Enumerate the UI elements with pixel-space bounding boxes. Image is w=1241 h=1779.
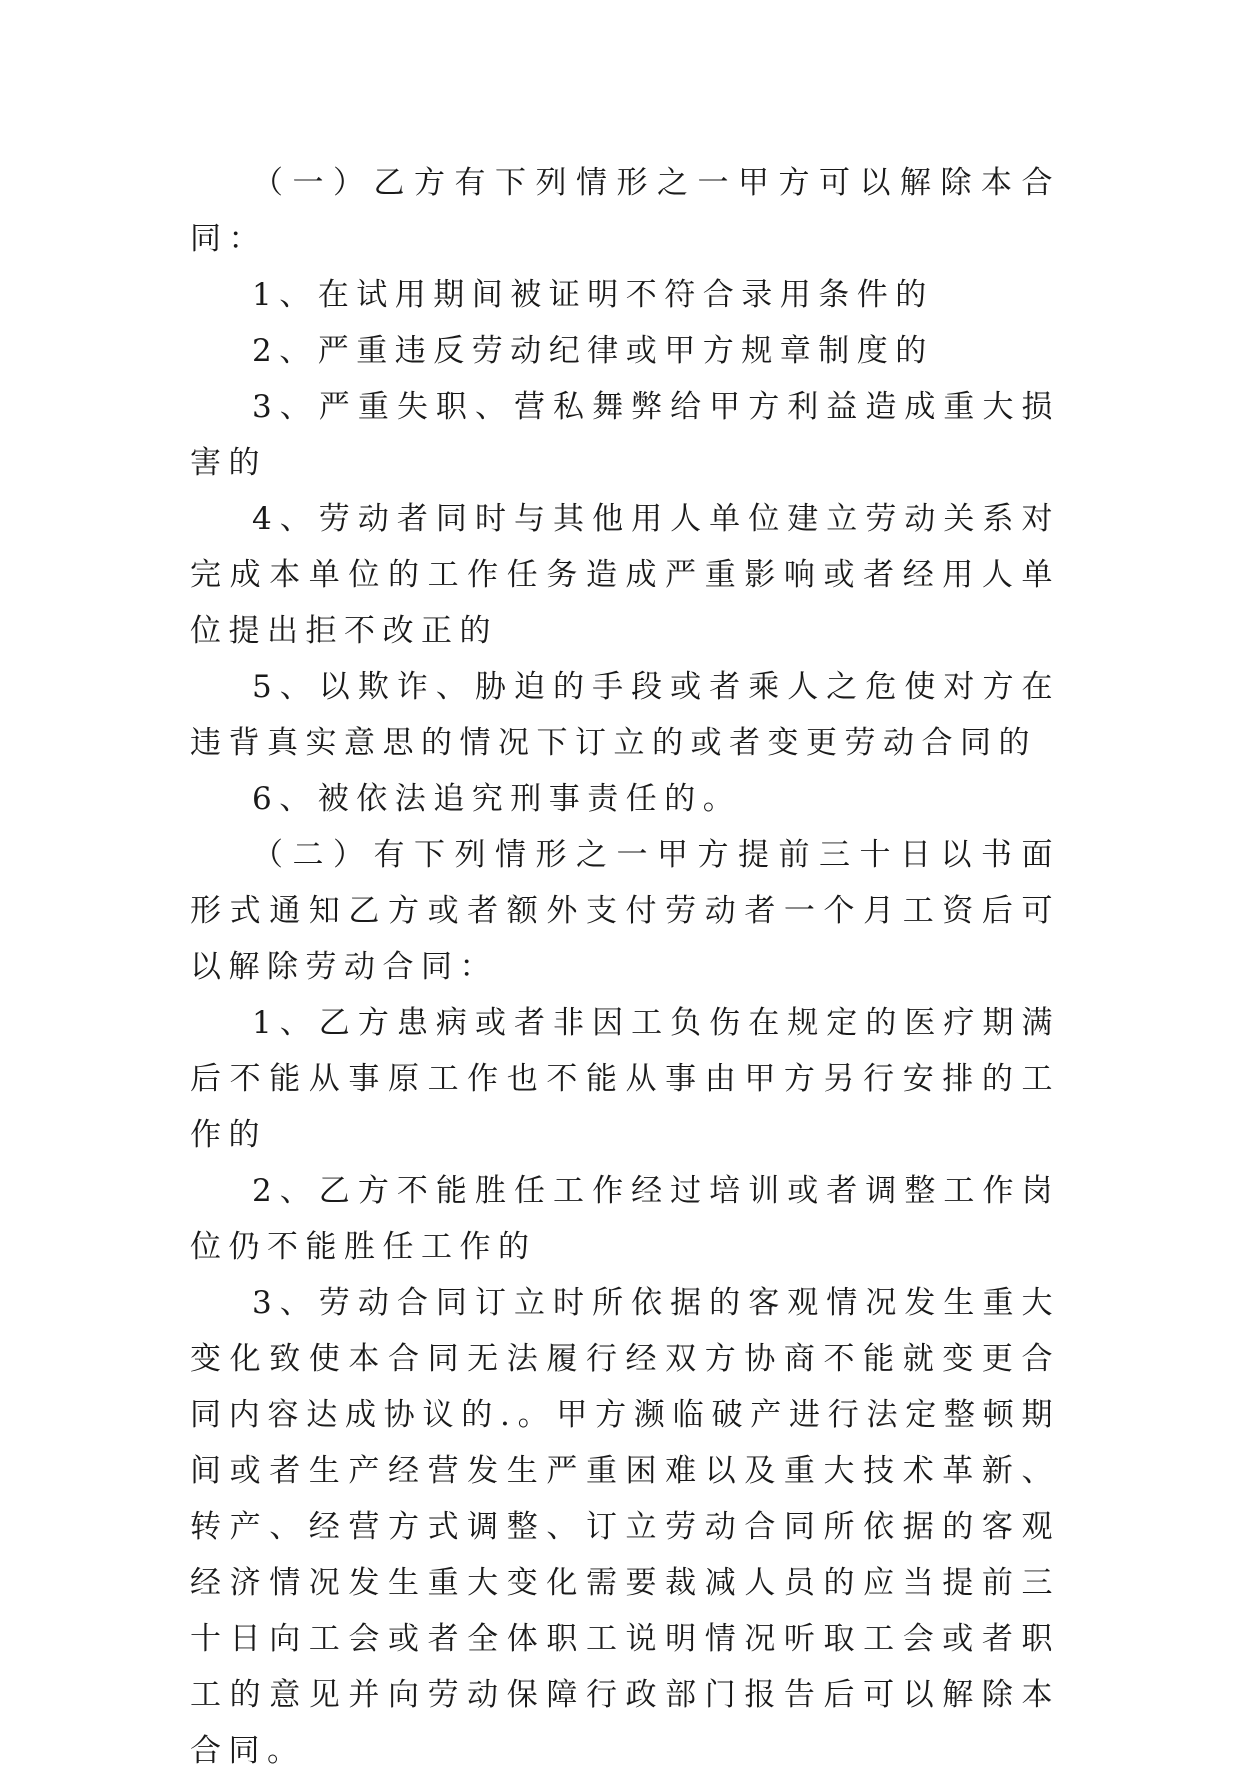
document-body: [190, 155, 1060, 1779]
section-one-heading: （一）乙方有下列情形之一甲方可以解除本合同：: [190, 165, 1060, 257]
section-one-item-4: 4、劳动者同时与其他用人单位建立劳动关系对完成本单位的工作任务造成严重影响或者经用人单位提出拒不改正的: [190, 501, 1060, 649]
section-one-item-5: 5、以欺诈、胁迫的手段或者乘人之危使对方在违背真实意思的情况下订立的或者变更劳动合同的: [190, 669, 1060, 761]
section-two-item-1: 1、乙方患病或者非因工负伤在规定的医疗期满后不能从事原工作也不能从事由甲方另行安排的工作的: [190, 1005, 1060, 1153]
section-one-item-6: 6、被依法追究刑事责任的。: [252, 781, 742, 817]
section-two-item-3: 3、劳动合同订立时所依据的客观情况发生重大变化致使本合同无法履行经双方协商不能就变更合同内容达成协议的.。甲方濒临破产进行法定整顿期间或者生产经营发生严重困难以及重大技术革新、转产、经营方式调整、订立劳动合同所依据的客观经济情况发生重大变化需要裁减人员的应当提前三十日向工会或者全体职工说明情况听取工会或者职工的意见并向劳动保障行政部门报告后可以解除本合同。: [190, 1285, 1060, 1769]
section-one-item-2: 2、严重违反劳动纪律或甲方规章制度的: [252, 333, 934, 369]
section-two-item-2: 2、乙方不能胜任工作经过培训或者调整工作岗位仍不能胜任工作的: [190, 1173, 1060, 1265]
section-one-item-3: 3、严重失职、营私舞弊给甲方利益造成重大损害的: [190, 389, 1060, 481]
section-two-heading: （二）有下列情形之一甲方提前三十日以书面形式通知乙方或者额外支付劳动者一个月工资后可以解除劳动合同：: [190, 837, 1060, 985]
section-one-item-1: 1、在试用期间被证明不符合录用条件的: [252, 277, 934, 313]
